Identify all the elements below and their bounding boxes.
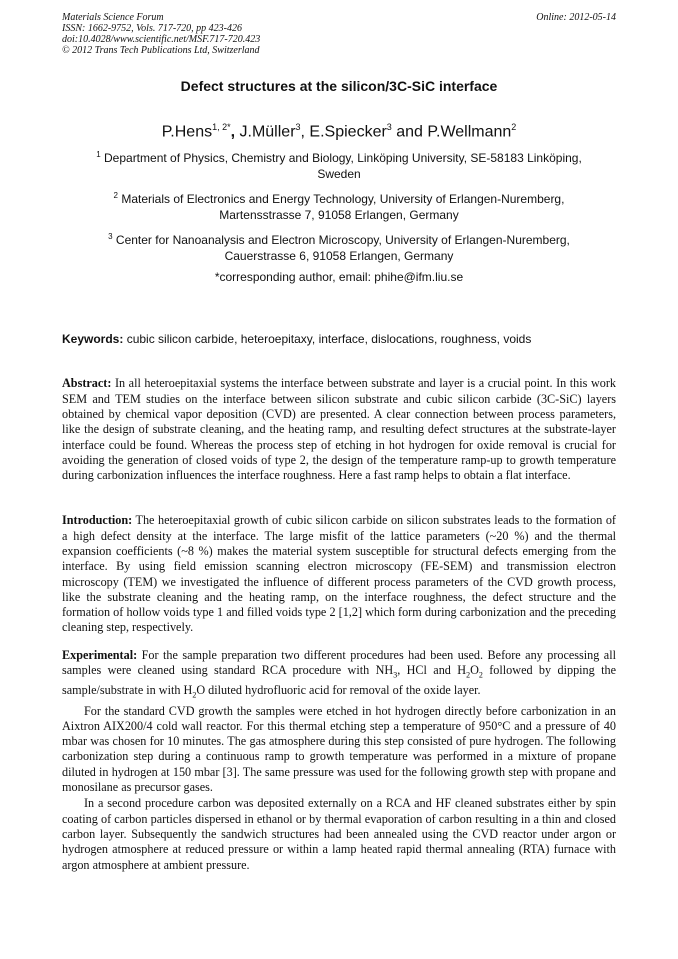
affiliation-line: Department of Physics, Chemistry and Biology, Linköping University, SE-58183 Linköping, xyxy=(104,151,582,166)
journal-header xyxy=(62,12,616,56)
introduction xyxy=(62,513,616,635)
corresponding-author: *corresponding author, email: phihe@ifm.liu.se xyxy=(214,270,464,285)
experimental-paragraph: In a second procedure carbon was deposited externally on a RCA and HF cleaned substrates either by spin coating of carbon particles dispersed in ethanol or by thermal evaporation of carbon resulting in a thin and closed carbon layer. Subsequently the sandwich structures had been annealed using the CVD reactor under argon or hydrogen atmosphere at reduced pressure or within a lamp heated rapid thermal annealing (RTA) furnace with argon atmosphere at ambient pressure. xyxy=(62,796,616,872)
affiliation xyxy=(80,229,598,264)
author-name: , E.Spiecker xyxy=(300,123,387,141)
subscript: 2 xyxy=(466,670,471,680)
experimental-label: Experimental: xyxy=(62,647,138,662)
experimental-text: , HCl and H xyxy=(397,663,467,678)
experimental-text: O xyxy=(470,663,479,678)
subscript: 3 xyxy=(393,670,398,680)
experimental-text: followed by dipping the sample/substrate in with H xyxy=(62,663,616,697)
keywords-text: cubic silicon carbide, heteroepitaxy, interface, dislocations, roughness, voids xyxy=(123,332,532,347)
author-name: P.Hens xyxy=(161,123,213,141)
introduction-text: The heteroepitaxial growth of cubic silicon carbide on silicon substrates leads to the formation of a high defect density at the interface. The large misfit of the lattice parameters (~20 %) and the thermal expansion coefficients (~8 %) makes the material system susceptible for structural defects emerging from the interface. By using field emission scanning electron microscopy (FE-SEM) and transmission electron microscopy (TEM) we investigated the influence of different process parameters of the CVD growth process, like the substrate cleaning and the heating ramp, on the interface roughness, the defect structure and the formation of hollow voids type 1 and filled voids type 2 [1,2] which form during carbonization and the preceding cleaning step, respectively. xyxy=(62,513,616,635)
experimental-text: For the sample preparation two different procedures had been used. Before any processing all samples were cleaned using standard RCA procedure with NH xyxy=(62,647,616,678)
affiliation-line: Cauerstrasse 6, 91058 Erlangen, Germany xyxy=(224,249,454,264)
subscript: 2 xyxy=(192,690,197,700)
affiliation-line: Martensstrasse 7, 91058 Erlangen, Germany xyxy=(219,208,459,223)
subscript: 2 xyxy=(478,670,483,680)
author-affil-mark: 3 xyxy=(295,122,301,132)
author-name: J.Müller xyxy=(235,123,296,141)
experimental-paragraph: For the standard CVD growth the samples were etched in hot hydrogen directly before carbonization in an Aixtron AIX200/4 cold wall reactor. For this thermal etching step a temperature of 950°C and a pressure of 40 mbar was chosen for 10 minutes. The gas atmosphere during this step consisted of pure hydrogen. The following carbonization step during a continuous ramp to growth temperature was performed in a mixture of propane diluted in hydrogen at 150 mbar [3]. The same pressure was used for the following growth step with propane and monosilane as precursor gases. xyxy=(62,703,616,795)
affiliation-line: Materials of Electronics and Energy Technology, University of Erlangen-Nuremberg, xyxy=(121,192,565,207)
journal-name: Materials Science Forum xyxy=(62,12,164,23)
affiliation-line: Center for Nanoanalysis and Electron Microscopy, University of Erlangen-Nuremberg, xyxy=(115,233,570,248)
keywords xyxy=(62,332,616,346)
author-affil-mark: 1, 2* xyxy=(212,122,231,132)
author-affil-mark: 3 xyxy=(386,122,392,132)
introduction-label: Introduction: xyxy=(62,513,133,528)
affiliation-line: Sweden xyxy=(317,167,361,182)
experimental-text: O diluted hydrofluoric acid for removal of the oxide layer. xyxy=(196,682,481,697)
affiliation xyxy=(80,188,598,223)
experimental-paragraph xyxy=(62,648,616,703)
abstract-text: In all heteroepitaxial systems the interface between substrate and layer is a crucial point. In this work SEM and TEM studies on the interface between silicon substrate and cubic silicon carbide (3C-SiC) layers obtained by chemical vapor deposition (CVD) are presented. A clear connection between process parameters, like the design of substrate cleaning, and the heating ramp, and resulting defect structures at the substrate-layer interface could be found. Whereas the process step of etching in hot hydrogen for oxide removal is crucial for avoiding the generation of closed voids of type 2, the design of the temperature ramp-up to growth temperature during carbonization influences the interface roughness. Here a fast ramp helps to obtain a flat interface. xyxy=(62,376,616,483)
abstract-label: Abstract: xyxy=(62,376,112,391)
author-separator: , xyxy=(230,123,236,141)
affiliation xyxy=(80,147,598,182)
affiliation-number: 1 xyxy=(96,150,101,160)
paper-title: Defect structures at the silicon/3C-SiC interface xyxy=(180,78,498,94)
abstract xyxy=(62,376,616,483)
keywords-label: Keywords: xyxy=(62,332,124,347)
author-list xyxy=(62,122,616,141)
author-name: and P.Wellmann xyxy=(391,123,512,141)
issn-line: ISSN: 1662-9752, Vols. 717-720, pp 423-426 xyxy=(62,23,242,34)
author-affil-mark: 2 xyxy=(511,122,517,132)
affiliation-number: 3 xyxy=(108,232,113,242)
doi-line: doi:10.4028/www.scientific.net/MSF.717-720.423 xyxy=(62,34,261,45)
online-date: Online: 2012-05-14 xyxy=(536,12,616,23)
copyright-line: © 2012 Trans Tech Publications Ltd, Switzerland xyxy=(62,45,260,56)
affiliation-number: 2 xyxy=(113,191,118,201)
